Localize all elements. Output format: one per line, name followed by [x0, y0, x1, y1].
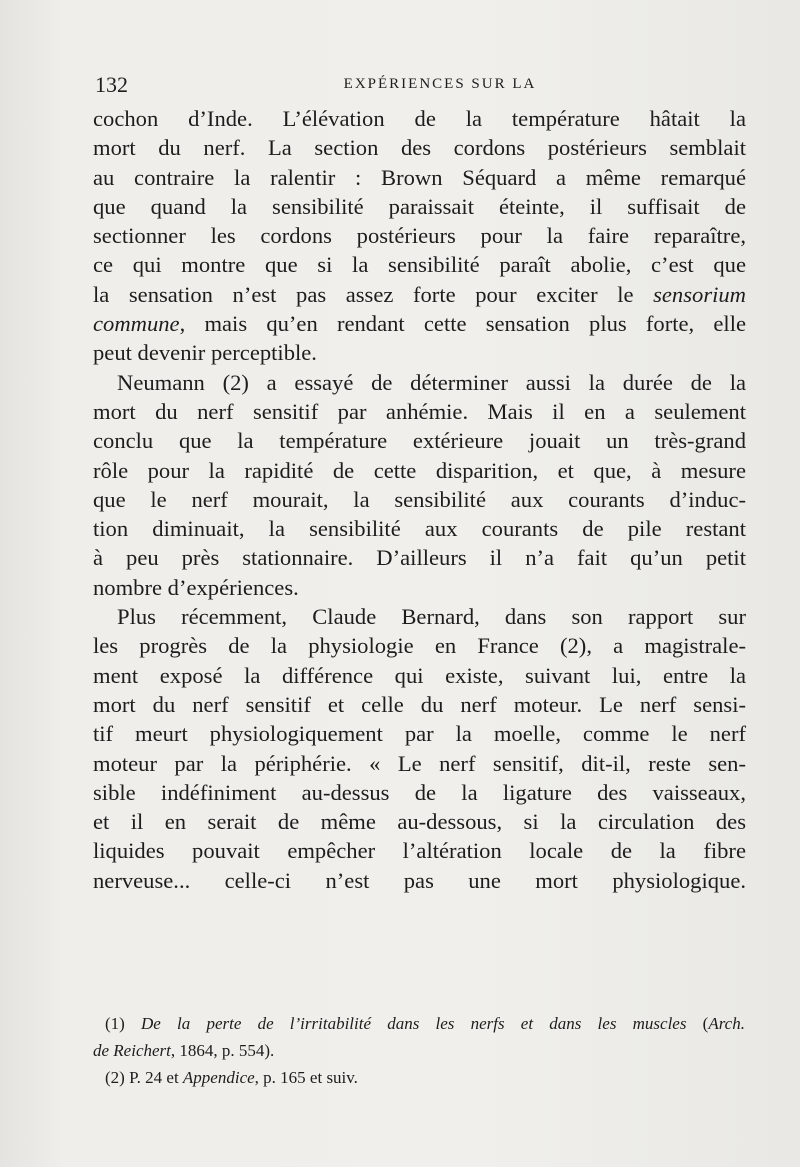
text-line: mort du nerf. La section des cordons postérieurs semblait [93, 135, 746, 161]
italic-term: sensorium [653, 281, 746, 307]
text-line: conclu que la température extérieure jouait un très-grand [93, 428, 746, 454]
text-line: tif meurt physiologiquement par la moelle, comme le nerf [93, 721, 746, 747]
text-line: les progrès de la physiologie en France (2), a magistrale- [93, 633, 746, 659]
text-line: que quand la sensibilité paraissait éteinte, il suffisait de [93, 193, 746, 219]
footnote-text: , p. 165 et suiv. [254, 1068, 358, 1087]
footnote-2 [105, 1064, 745, 1091]
text-line: mort du nerf sensitif et celle du nerf moteur. Le nerf sensi- [93, 691, 746, 717]
footnote-source: Arch. [708, 1014, 745, 1033]
text-line: à peu près stationnaire. D’ailleurs il n’a fait qu’un petit [93, 545, 746, 571]
text-line: Neumann (2) a essayé de déterminer aussi la durée de la [117, 369, 746, 395]
running-title: EXPÉRIENCES SUR LA [343, 76, 537, 92]
text-line: sectionner les cordons postérieurs pour la faire reparaître, [93, 223, 746, 249]
text-line: nombre d’expériences. [93, 574, 299, 600]
footnote-source: Appendice [182, 1068, 255, 1087]
text-line: mort du nerf sensitif par anhémie. Mais il en a seulement [93, 398, 746, 424]
footnote-text: , 1864, p. 554). [170, 1041, 275, 1060]
text-line: tion diminuait, la sensibilité aux courants de pile restant [93, 516, 746, 542]
footnote-source: de Reichert [93, 1041, 171, 1060]
text-line: liquides pouvait empêcher l’altération locale de la fibre [93, 838, 746, 864]
text-line: peut devenir perceptible. [93, 340, 317, 366]
footnote-text: ( [686, 1014, 709, 1033]
text-line: rôle pour la rapidité de cette disparition, et que, à mesure [93, 457, 746, 483]
footnote-1-continued [93, 1037, 745, 1064]
text-line [93, 280, 746, 309]
italic-term: commune [93, 311, 180, 337]
text-line: Plus récemment, Claude Bernard, dans son rapport sur [117, 604, 746, 630]
page-number: 132 [95, 72, 128, 97]
footnote-marker: (1) [105, 1014, 142, 1033]
footnote-text: (2) P. 24 et [105, 1068, 183, 1087]
text-line: au contraire la ralentir : Brown Séquard a même remarqué [93, 164, 746, 190]
body-text [93, 104, 746, 895]
footnote-title: De la perte de l’irritabilité dans les nerfs et dans les muscles [141, 1014, 687, 1033]
text-line: nerveuse... celle-ci n’est pas une mort physiologique. [93, 867, 746, 893]
text-span: , mais qu’en rendant cette sensation plus forte, elle [179, 311, 746, 337]
text-line: sible indéfiniment au-dessus de la ligature des vaisseaux, [93, 779, 746, 805]
text-line: que le nerf mourait, la sensibilité aux courants d’induc- [93, 486, 746, 512]
text-line: cochon d’Inde. L’élévation de la température hâtait la [93, 106, 746, 131]
page-header [95, 72, 745, 100]
text-line: et il en serait de même au-dessous, si la circulation des [93, 809, 746, 835]
text-line: moteur par la périphérie. « Le nerf sensitif, dit-il, reste sen- [93, 750, 746, 776]
footnotes [93, 1010, 745, 1091]
footnote-1 [105, 1010, 745, 1037]
text-line: ment exposé la différence qui existe, suivant lui, entre la [93, 662, 746, 688]
text-span: la sensation n’est pas assez forte pour exciter le [93, 281, 654, 307]
text-line: ce qui montre que si la sensibilité paraît abolie, c’est que [93, 252, 746, 278]
text-line [93, 309, 746, 338]
